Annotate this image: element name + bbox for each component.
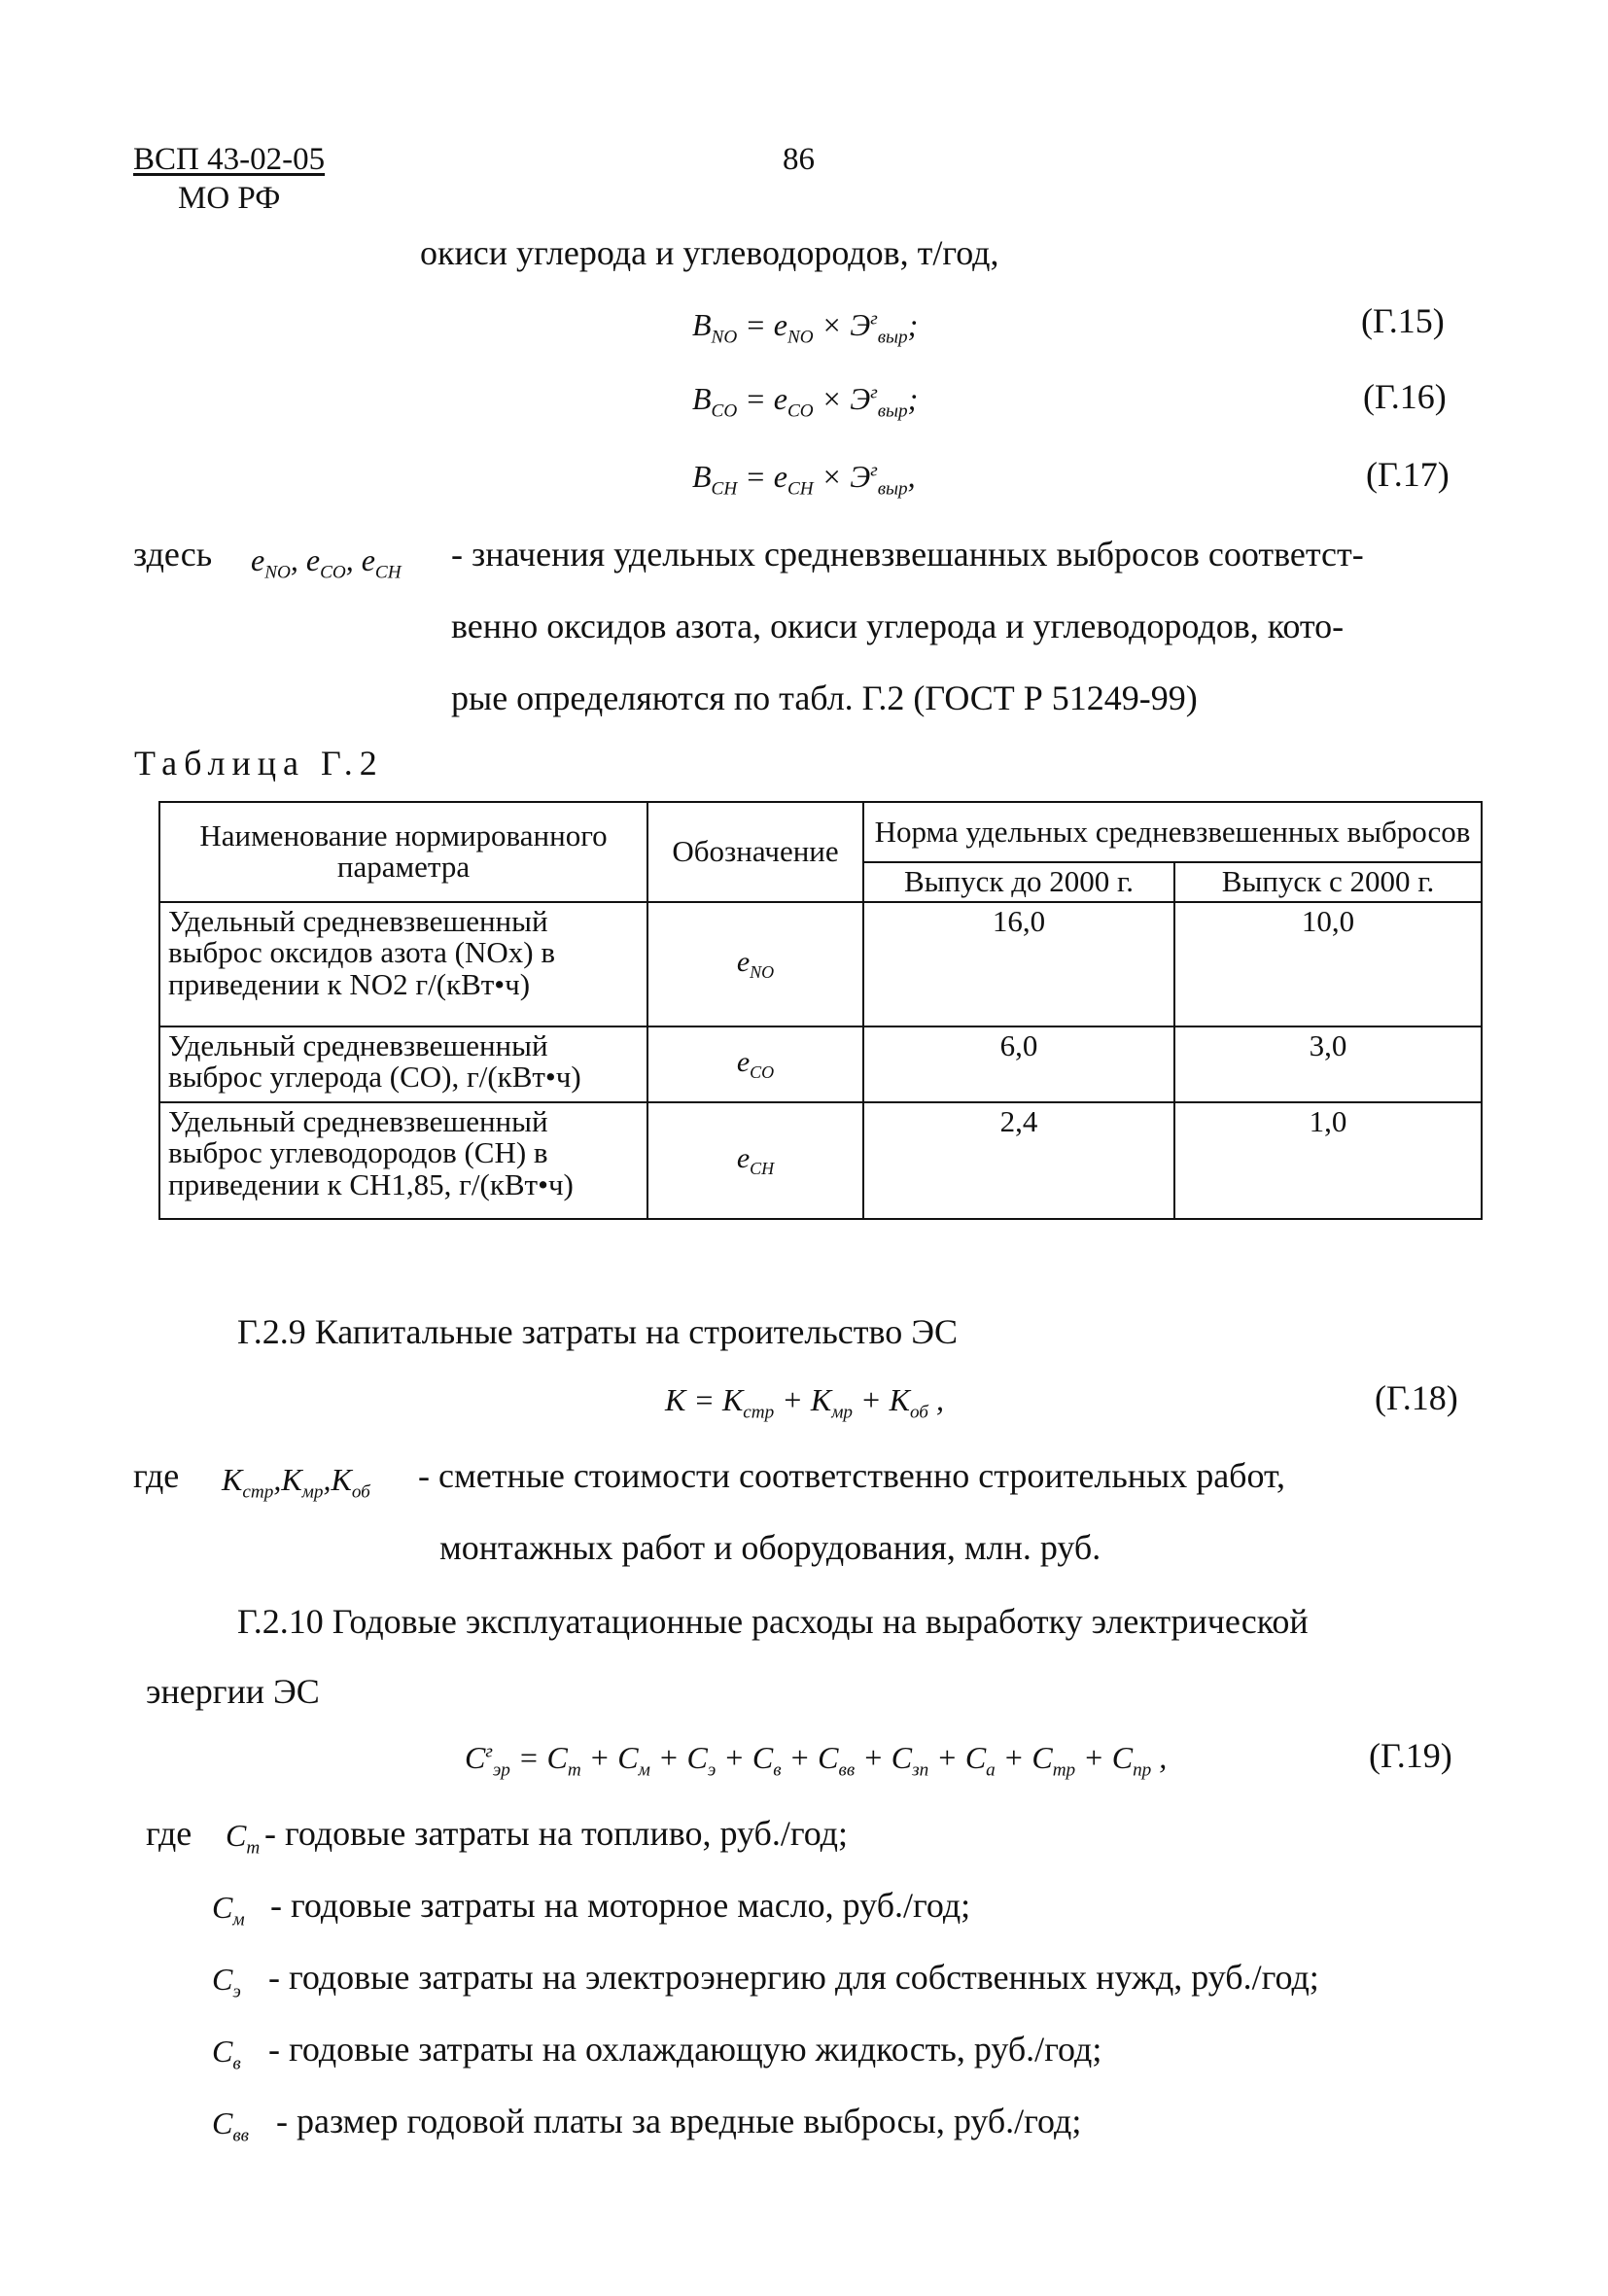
where-text-line3: рые определяются по табл. Г.2 (ГОСТ Р 51249-99) xyxy=(451,678,1198,717)
intro-line: окиси углерода и углеводородов, т/год, xyxy=(420,233,999,272)
row-symbol: $e_{CO}$ xyxy=(647,1026,863,1102)
row-name: Удельный средневзвешенный выброс оксидов азота (NOx) в приведении к NO2 г/(кВт•ч) xyxy=(159,902,647,1026)
g210-item-1: - годовые затраты на топливо, руб./год; xyxy=(264,1814,848,1853)
where-text-line2: венно оксидов азота, окиси углерода и углеводородов, кото- xyxy=(451,607,1345,645)
g29-where-text2: монтажных работ и оборудования, млн. руб. xyxy=(439,1528,1101,1567)
organization: МО РФ xyxy=(178,181,281,216)
where-lead: здесь xyxy=(133,535,213,574)
header-norm: Норма удельных средневзвешенных выбросов xyxy=(863,802,1482,862)
where-symbols: $e_{NO}$, $e_{CO}$, $e_{CH}$ xyxy=(251,542,402,583)
symbol-cvv: $C_{вв}$ xyxy=(212,2105,250,2146)
g210-where-lead: где xyxy=(146,1814,192,1853)
equation-g19: $C^г_{эр} = C_т + C_м + C_э + C_в + C_{вв} + C_{зп} + C_а + C_{тр} + C_{пр}$ , xyxy=(465,1740,1168,1781)
document-code: ВСП 43-02-05 xyxy=(133,142,326,177)
equation-number-g15: (Г.15) xyxy=(1361,301,1445,340)
header-parameter-name: Наименование нормированного параметра xyxy=(159,802,647,902)
header-before-2000: Выпуск до 2000 г. xyxy=(863,862,1174,902)
symbol-cv: $C_в$ xyxy=(212,2034,241,2074)
row-symbol: $e_{NO}$ xyxy=(647,902,863,1026)
equation-g17: $B_{CH} = e_{CH} \times Э^г_{выр}$, xyxy=(692,459,916,500)
header-symbol: Обозначение xyxy=(647,802,863,902)
table-row xyxy=(159,1102,1482,1219)
table-row xyxy=(159,902,1482,1026)
equation-number-g19: (Г.19) xyxy=(1369,1736,1452,1775)
page-number: 86 xyxy=(783,142,815,177)
equation-number-g17: (Г.17) xyxy=(1366,455,1450,494)
row-symbol: $e_{CH}$ xyxy=(647,1102,863,1219)
row-after: 10,0 xyxy=(1174,902,1482,1026)
equation-g16: $B_{CO} = e_{CO} \times Э^г_{выр}$; xyxy=(692,381,919,422)
section-g29-title: Г.2.9 Капитальные затраты на строительство ЭС xyxy=(237,1312,959,1351)
g29-where-text1: - сметные стоимости соответственно строительных работ, xyxy=(418,1456,1286,1495)
row-after: 1,0 xyxy=(1174,1102,1482,1219)
g29-where-lead: где xyxy=(133,1456,180,1495)
row-before: 6,0 xyxy=(863,1026,1174,1102)
g29-where-symbols: $K_{стр},K_{мр},K_{об}$ xyxy=(222,1462,370,1503)
equation-g15: $B_{NO} = e_{NO} \times Э^г_{выр}$; xyxy=(692,307,919,348)
row-before: 16,0 xyxy=(863,902,1174,1026)
equation-number-g16: (Г.16) xyxy=(1363,377,1447,416)
section-g210-title-line1: Г.2.10 Годовые эксплуатационные расходы на выработку электрической xyxy=(237,1602,1309,1641)
row-name: Удельный средневзвешенный выброс углерода (CO), г/(кВт•ч) xyxy=(159,1026,647,1102)
row-before: 2,4 xyxy=(863,1102,1174,1219)
symbol-ct: $C_т$ xyxy=(226,1818,261,1859)
emissions-table xyxy=(158,801,1483,1220)
symbol-cm: $C_м$ xyxy=(212,1890,245,1931)
g210-item-3: - годовые затраты на электроэнергию для собственных нужд, руб./год; xyxy=(268,1958,1319,1997)
equation-g18: $K = K_{стр} + K_{мр} + K_{об}$ , xyxy=(665,1382,944,1423)
equation-number-g18: (Г.18) xyxy=(1375,1378,1458,1417)
table-caption: Таблица Г.2 xyxy=(134,744,384,783)
row-name: Удельный средневзвешенный выброс углеводородов (CH) в приведении к CH1,85, г/(кВт•ч) xyxy=(159,1102,647,1219)
table-row xyxy=(159,1026,1482,1102)
symbol-ce: $C_э$ xyxy=(212,1962,241,2002)
g210-item-2: - годовые затраты на моторное масло, руб./год; xyxy=(270,1886,971,1925)
g210-item-5: - размер годовой платы за вредные выбросы, руб./год; xyxy=(276,2102,1082,2140)
where-text-line1: - значения удельных средневзвешанных выбросов соответст- xyxy=(451,535,1364,574)
header-after-2000: Выпуск с 2000 г. xyxy=(1174,862,1482,902)
section-g210-title-line2: энергии ЭС xyxy=(146,1672,320,1711)
row-after: 3,0 xyxy=(1174,1026,1482,1102)
g210-item-4: - годовые затраты на охлаждающую жидкость, руб./год; xyxy=(268,2030,1102,2069)
